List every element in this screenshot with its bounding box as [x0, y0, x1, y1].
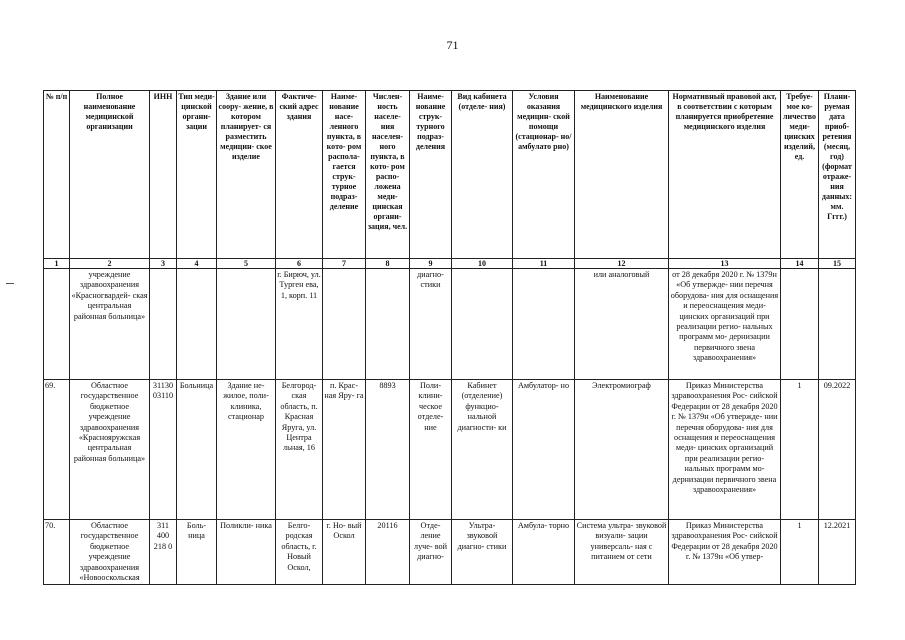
cell-cabinet-type — [452, 269, 513, 380]
table-row — [44, 269, 856, 380]
column-number: 15 — [819, 259, 856, 269]
cell-organization-name: Областное государственное бюджетное учреждение здравоохранения «Краснояружская центральная районная больница» — [70, 380, 150, 520]
cell-organization-type: Больница — [177, 380, 217, 520]
cell-subdivision: Отде- ление луче- вой диагно- — [410, 520, 452, 585]
column-number-row — [44, 259, 856, 269]
column-header: Условия оказания медицин- ской помощи (стационар- но/амбулато рно) — [513, 91, 575, 259]
cell-row-number — [44, 269, 70, 380]
cell-building: Здание не- жилое, поли- клиника, стационар — [217, 380, 276, 520]
column-header: Наименование медицинского изделия — [575, 91, 669, 259]
cell-row-number: 69. — [44, 380, 70, 520]
cell-cabinet-type: Ультра- звуковой диагно- стики — [452, 520, 513, 585]
cell-device-name: или аналоговый — [575, 269, 669, 380]
column-header: Нормативный правовой акт, в соответствии с которым планируется приобретение медицинского изделия — [669, 91, 781, 259]
cell-device-name: Система ультра- звуковой визуали- зации универсаль- ная с питанием от сети — [575, 520, 669, 585]
column-header: Требуе- мое ко- личество меди- цинских изделий, ед. — [781, 91, 819, 259]
column-number: 9 — [410, 259, 452, 269]
cell-address: Белго- родская область, г. Новый Оскол, — [276, 520, 323, 585]
header-row — [44, 91, 856, 259]
column-number: 10 — [452, 259, 513, 269]
column-number: 6 — [276, 259, 323, 269]
column-number: 13 — [669, 259, 781, 269]
column-number: 3 — [150, 259, 177, 269]
cell-legal-act: Приказ Министерства здравоохранения Рос- сийской Федерации от 28 декабря 2020 г. № 1379н «Об утвержде- нии перечня оборудова- ния для оснащения и переоснащения меди- цинских организаций при реализации регио- нальных программ мо- дернизации первичного звена здравоохранения» — [669, 380, 781, 520]
cell-address: г. Бирюч, ул. Турген ева, 1, корп. 11 — [276, 269, 323, 380]
cell-population — [366, 269, 410, 380]
column-header: Плани- руемая дата приоб- ретения (месяц, год) (формат отраже- ния данных: мм. Гггг.) — [819, 91, 856, 259]
column-header: ИНН — [150, 91, 177, 259]
cell-quantity — [781, 269, 819, 380]
cell-legal-act: Приказ Министерства здравоохранения Рос- сийской Федерации от 28 декабря 2020 г. № 1379н «Об утвер- — [669, 520, 781, 585]
column-number: 4 — [177, 259, 217, 269]
column-number: 14 — [781, 259, 819, 269]
cell-purchase-date: 12.2021 — [819, 520, 856, 585]
column-number: 2 — [70, 259, 150, 269]
column-number: 11 — [513, 259, 575, 269]
cell-legal-act: от 28 декабря 2020 г. № 1379н «Об утвержде- нии перечня оборудова- ния для оснащения и переоснащения меди- цинских организаций при реализации регио- нальных программ мо- дернизации первичного звена здравоохранения» — [669, 269, 781, 380]
cell-care-conditions: Амбулатор- но — [513, 380, 575, 520]
cell-settlement: п. Крас- ная Яру- га — [323, 380, 366, 520]
cell-care-conditions: Амбула- торно — [513, 520, 575, 585]
column-header: Здание или соору- жение, в котором планирует- ся разместить медицин- ское изделие — [217, 91, 276, 259]
table-row — [44, 380, 856, 520]
column-header: Наиме- нование струк- турного подраз- деления — [410, 91, 452, 259]
cell-building: Поликли- ника — [217, 520, 276, 585]
cell-inn — [150, 269, 177, 380]
cell-quantity: 1 — [781, 520, 819, 585]
column-number: 8 — [366, 259, 410, 269]
cell-organization-name: Областное государственное бюджетное учреждение здравоохранения «Новооскольская — [70, 520, 150, 585]
column-header: Фактиче- ский адрес здания — [276, 91, 323, 259]
column-header: № п/п — [44, 91, 70, 259]
table-row — [44, 520, 856, 585]
cell-organization-type — [177, 269, 217, 380]
cell-inn: 31130 03110 — [150, 380, 177, 520]
equipment-table — [43, 90, 856, 585]
cell-purchase-date: 09.2022 — [819, 380, 856, 520]
column-header: Числен- ность населе- ния населен- ного пункта, в кото- ром распо- ложена меди- цинская органи- зация, чел. — [366, 91, 410, 259]
cell-device-name: Электромиограф — [575, 380, 669, 520]
cell-building — [217, 269, 276, 380]
column-header: Полное наименование медицинской организации — [70, 91, 150, 259]
cell-address: Белгород- ская область, п. Красная Яруга, ул. Центра льная, 16 — [276, 380, 323, 520]
column-number: 1 — [44, 259, 70, 269]
cell-settlement: г. Но- вый Оскол — [323, 520, 366, 585]
cell-subdivision: диагно- стики — [410, 269, 452, 380]
column-number: 12 — [575, 259, 669, 269]
cell-inn: 311 400 218 0 — [150, 520, 177, 585]
column-header: Тип меди- цинской органи- зации — [177, 91, 217, 259]
cell-cabinet-type: Кабинет (отделение) функцио- нальной диагности- ки — [452, 380, 513, 520]
cell-settlement — [323, 269, 366, 380]
column-header: Вид кабинета (отделе- ния) — [452, 91, 513, 259]
cell-row-number: 70. — [44, 520, 70, 585]
cell-population: 8893 — [366, 380, 410, 520]
cell-quantity: 1 — [781, 380, 819, 520]
cell-care-conditions — [513, 269, 575, 380]
column-number: 7 — [323, 259, 366, 269]
cell-population: 20116 — [366, 520, 410, 585]
cell-organization-type: Боль- ница — [177, 520, 217, 585]
margin-mark — [6, 283, 14, 284]
cell-subdivision: Поли- клини- ческое отделе- ние — [410, 380, 452, 520]
cell-organization-name: учреждение здравоохранения «Красногвардей- ская центральная районная больница» — [70, 269, 150, 380]
page-number: 71 — [446, 38, 459, 52]
column-header: Наиме- нование насе- ленного пункта, в кото- ром распола- гается струк- турное подраз- деление — [323, 91, 366, 259]
cell-purchase-date — [819, 269, 856, 380]
column-number: 5 — [217, 259, 276, 269]
